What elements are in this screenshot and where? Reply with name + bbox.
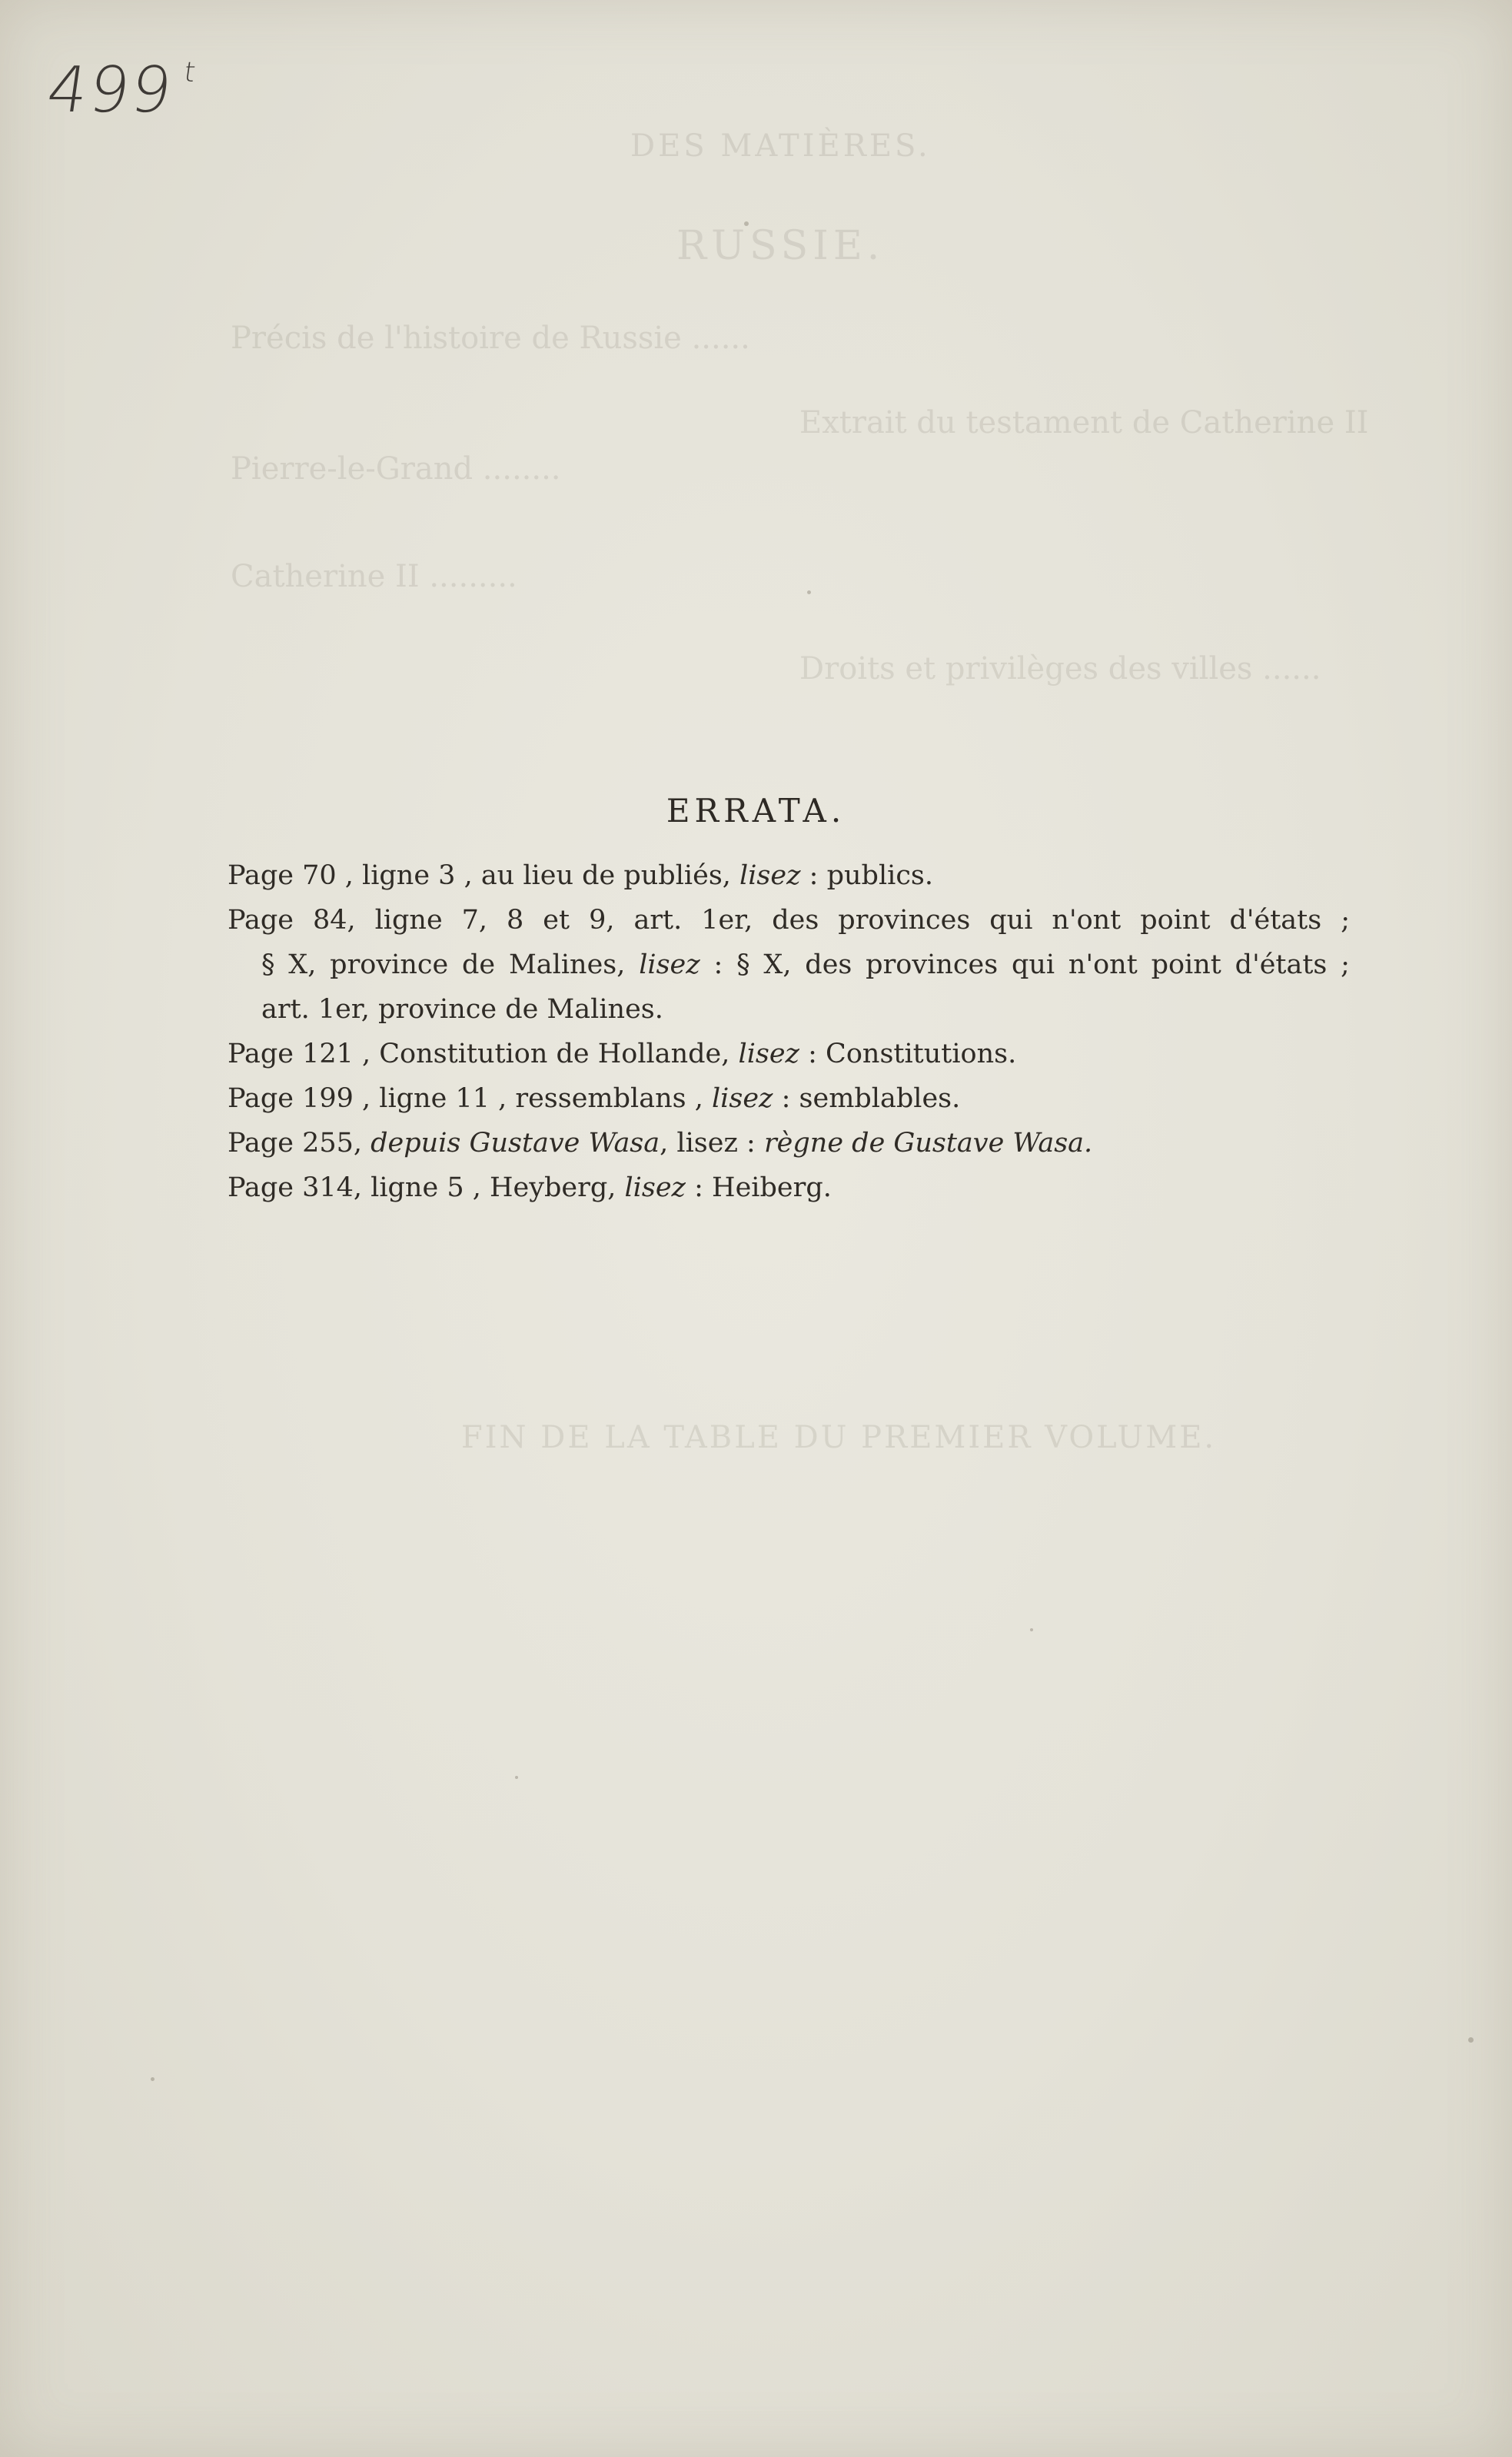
bleed-through-line: Pierre-le-Grand ........ [231, 451, 561, 487]
handwritten-shelf-mark [42, 54, 199, 127]
bleed-through-heading: DES MATIÈRES. [630, 128, 931, 164]
errata-title: ERRATA. [666, 792, 846, 830]
bleed-through-footer: FIN DE LA TABLE DU PREMIER VOLUME. [461, 1420, 1217, 1455]
errata-entry: Page 121 , Constitution de Hollande, lisez : Constitutions. [228, 1039, 1017, 1069]
bleed-through-line: Catherine II ......... [231, 559, 517, 594]
errata-entry: Page 70 , ligne 3 , au lieu de publiés, lisez : publics. [228, 860, 934, 891]
bleed-through-line: Extrait du testament de Catherine II [799, 405, 1369, 441]
errata-entry: Page 314, ligne 5 , Heyberg, lisez : Heiberg. [228, 1172, 832, 1203]
bleed-through-line: Droits et privilèges des villes ...... [799, 651, 1321, 687]
bleed-through-subheading: RUSSIE. [676, 223, 885, 269]
paper-speck [1030, 1628, 1033, 1631]
bleed-through-line: Précis de l'histoire de Russie ...... [231, 321, 750, 356]
errata-entry-continuation: art. 1er, province de Malines. [261, 994, 663, 1025]
shelf-mark-number: 499 [42, 54, 178, 127]
paper-speck [1468, 2037, 1474, 2043]
shelf-mark-suffix: t [181, 57, 199, 88]
errata-entry: Page 84, ligne 7, 8 et 9, art. 1er, des provinces qui n'ont point d'états ; [228, 905, 1350, 936]
paper-speck [807, 590, 811, 594]
paper-speck [744, 221, 749, 226]
errata-list [228, 853, 1357, 1210]
errata-entry-continuation: § X, province de Malines, lisez : § X, des provinces qui n'ont point d'états ; [261, 949, 1350, 980]
paper-speck [151, 2077, 155, 2081]
errata-entry: Page 255, depuis Gustave Wasa, lisez : règne de Gustave Wasa. [228, 1128, 1093, 1159]
errata-entry: Page 199 , ligne 11 , ressemblans , lisez : semblables. [228, 1083, 961, 1114]
paper-speck [515, 1776, 518, 1779]
